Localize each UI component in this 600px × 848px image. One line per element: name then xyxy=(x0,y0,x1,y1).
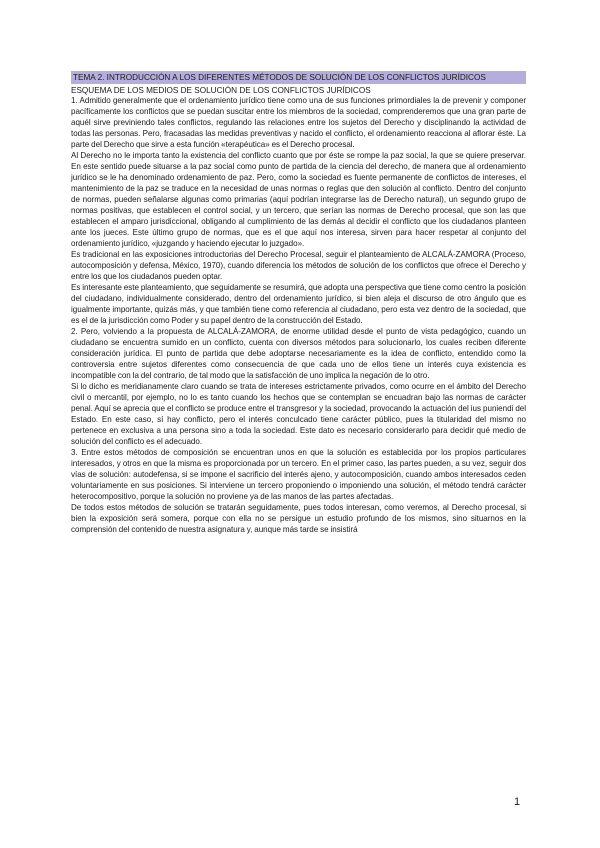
page-content xyxy=(71,71,526,536)
section-subtitle: ESQUEMA DE LOS MEDIOS DE SOLUCIÓN DE LOS CONFLICTOS JURÍDICOS xyxy=(71,86,371,95)
paragraph-2: Al Derecho no le importa tanto la existencia del conflicto cuanto que por éste se rompe la paz social, la que se quiere preservar. En este sentido puede situarse a la paz social como punto de partida de la ciencia del derecho, de manera que al ordenamiento jurídico se le ha denominado ordenamiento de paz. Pero, como la sociedad es fuente permanente de conflictos de intereses, el mantenimiento de la paz se traduce en la necesidad de unas normas o reglas que den solución al conflicto. Dentro del conjunto de normas, pueden señalarse algunas como primarias (aquí podrían integrarse las de Derecho natural), un segundo grupo de normas positivas, que establecen el control social, y un tercero, que serían las normas de Derecho procesal, que son las que establecen el amparo jurisdiccional, obligando al cumplimiento de las demás al decidir el conflicto que los ciudadanos planteen ante los jueces. Este último grupo de normas, que es el que aquí nos interesa, sirven para hacer respetar al conjunto del ordenamiento jurídico, «juzgando y haciendo ejecutar lo juzgado». xyxy=(71,151,526,248)
section-title: TEMA 2. INTRODUCCIÓN A LOS DIFERENTES MÉTODOS DE SOLUCIÓN DE LOS CONFLICTOS JURÍDICOS xyxy=(71,71,526,84)
paragraph-6: Si lo dicho es meridianamente claro cuando se trata de intereses estrictamente privados, como ocurre en el ámbito del Derecho civil o mercantil, por ejemplo, no lo es tanto cuando los hechos que se contemplan se encuadran bajo las normas de carácter penal. Aquí se aprecia que el conflicto se produce entre el transgresor y la sociedad, provocando la actuación del ius puniendi del Estado. En este caso, sí hay conflicto, pero el interés conculcado tiene carácter público, pues la titularidad del mismo no pertenece en exclusiva a una persona sino a toda la sociedad. Este dato es necesario considerarlo para decidir qué medio de solución del conflicto es el adecuado. xyxy=(71,382,526,447)
paragraph-1: 1. Admitido generalmente que el ordenamiento jurídico tiene como una de sus funciones primordiales la de prevenir y componer pacíficamente los conflictos que se puedan suscitar entre los miembros de la sociedad, comprenderemos que una gran parte de aquél sirve previniendo tales conflictos, regulando las relaciones entre los sujetos del Derecho y disciplinando la actividad de todas las personas. Pero, fracasadas las medidas preventivas y nacido el conflicto, el ordenamiento reacciona al aflorar éste. La parte del Derecho que sirve a esta función «terapéutica» es el Derecho procesal. xyxy=(71,96,526,149)
paragraph-7: 3. Entre estos métodos de composición se encuentran unos en que la solución es establecida por los propios particulares interesados, y otros en que la misma es proporcionada por un tercero. En el primer caso, las partes pueden, a su vez, seguir dos vías de solución: autodefensa, si se impone el sacrificio del interés ajeno, y autocomposición, cuando ambos interesados ceden voluntariamente en sus posiciones. Si interviene un tercero proponiendo o imponiendo una solución, el método tendrá carácter heterocompositivo, porque la solución no proviene ya de las manos de las partes afectadas. xyxy=(71,448,526,502)
paragraph-4: Es interesante este planteamiento, que seguidamente se resumirá, que adopta una perspectiva que tiene como centro la posición del ciudadano, individualmente considerado, dentro del ordenamiento jurídico, si bien aleja el discurso de otro ángulo que es igualmente importante, quizás más, y que también tiene como referencia al ciudadano, pero esta vez dentro de la sociedad, que es el de la jurisdicción como Poder y su papel dentro de la construcción del Estado. xyxy=(71,283,526,325)
paragraph-5: 2. Pero, volviendo a la propuesta de ALCALÁ-ZAMORA, de enorme utilidad desde el punto de vista pedagógico, cuando un ciudadano se encuentra sumido en un conflicto, cuenta con diversos métodos para solucionarlo, los cuales reciben diferente consideración jurídica. El punto de partida que debe adoptarse necesariamente es la idea de conflicto, entendido como la controversia entre sujetos diferentes como consecuencia de que cada uno de ellos tiene un interés cuya existencia es incompatible con la del contrario, de tal modo que la satisfacción de uno implica la negación de lo otro. xyxy=(71,327,526,381)
paragraph-3: Es tradicional en las exposiciones introductorias del Derecho Procesal, seguir el planteamiento de ALCALÁ-ZAMORA (Proceso, autocomposición y defensa, México, 1970), cuando diferencia los métodos de solución de los conflictos que ofrece el Derecho y entre los que los ciudadanos pueden optar. xyxy=(71,249,526,281)
page-number: 1 xyxy=(514,796,521,808)
paragraph-8: De todos estos métodos de solución se tratarán seguidamente, pues todos interesan, como veremos, al Derecho procesal, si bien la exposición será somera, porque con ella no se persigue un estudio profundo de los mismos, sino situarnos en la comprensión del contenido de nuestra asignatura y, aunque más tarde se insistirá xyxy=(71,503,526,535)
